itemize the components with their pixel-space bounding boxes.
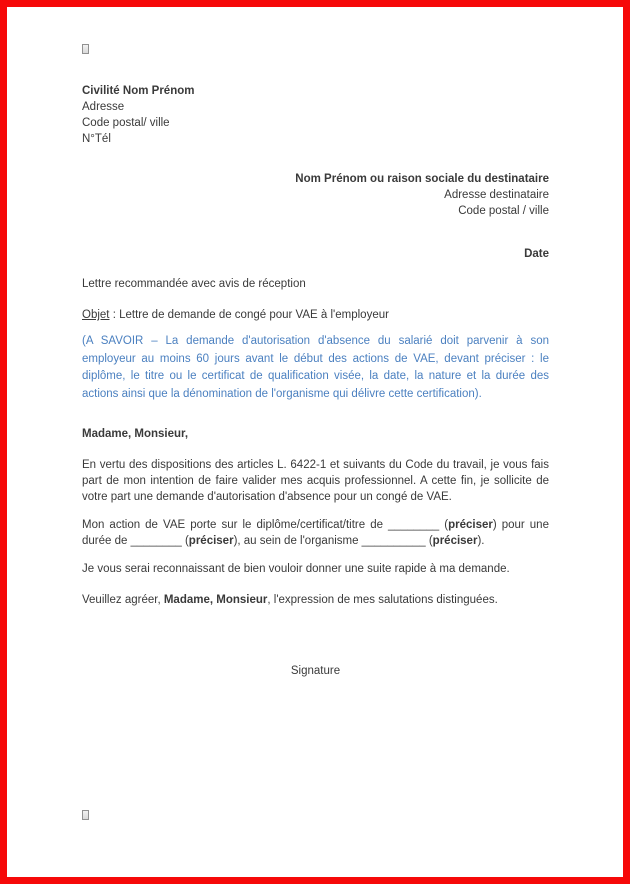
sender-name: Civilité Nom Prénom (82, 85, 195, 97)
date-label: Date (524, 248, 549, 260)
paragraph-action-text: ) pour une durée de ________ ( (82, 519, 549, 547)
preciser-bold-3: préciser (432, 535, 478, 547)
paragraph-request: Je vous serai reconnaissant de bien vouloir donner une suite rapide à ma demande. (82, 563, 510, 575)
sender-phone: N°Tél (82, 133, 111, 145)
advisory-note: (A SAVOIR – La demande d'autorisation d'absence du salarié doit parvenir à son employeur au moins 60 jours avant le début des actions de VAE, devant préciser : le diplôme, le titre ou le certificat de qualification visée, la date, la nature et la durée des actions ainsi que la dénomination de l'organisme qui délivre cette certification). (82, 335, 549, 400)
recipient-address: Adresse destinataire (444, 189, 549, 201)
missing-glyph-icon (82, 810, 89, 820)
subject-label: Objet (82, 309, 110, 321)
footer-glyph-row (82, 807, 549, 823)
salutation: Madame, Monsieur, (82, 428, 189, 440)
sender-postal-city: Code postal/ ville (82, 117, 170, 129)
preciser-bold-1: préciser (448, 519, 493, 531)
missing-glyph-icon (82, 44, 89, 54)
paragraph-action-text: ), au sein de l'organisme __________ ( (233, 535, 433, 547)
closing-text: , l'expression de mes salutations distinguées. (267, 594, 498, 606)
sender-address: Adresse (82, 101, 125, 113)
paragraph-action-text: Mon action de VAE porte sur le diplôme/certificat/titre de ________ ( (82, 519, 449, 531)
recipient-name: Nom Prénom ou raison sociale du destinataire (295, 173, 549, 185)
paragraph-closing (82, 592, 549, 608)
closing-text: Veuillez agréer, (82, 594, 164, 606)
paragraph-action-details (82, 517, 549, 549)
paragraph-action-text: ). (477, 535, 485, 547)
subject-line (82, 307, 549, 323)
sender-block (82, 83, 549, 147)
signature-label: Signature (290, 665, 341, 677)
recipient-block (82, 171, 549, 219)
subject-text: : Lettre de demande de congé pour VAE à l'employeur (109, 309, 389, 321)
closing-bold: Madame, Monsieur (163, 594, 268, 606)
registered-mail-mention: Lettre recommandée avec avis de réception (82, 278, 306, 290)
recipient-postal-city: Code postal / ville (458, 205, 549, 217)
preciser-bold-2: préciser (188, 535, 234, 547)
paragraph-intent: En vertu des dispositions des articles L. 6422-1 et suivants du Code du travail, je vous fais part de mon intention de faire valider mes acquis professionnel. A cette fin, je sollicite de votre part une demande d'autorisation d'absence pour un congé de VAE. (82, 459, 549, 503)
